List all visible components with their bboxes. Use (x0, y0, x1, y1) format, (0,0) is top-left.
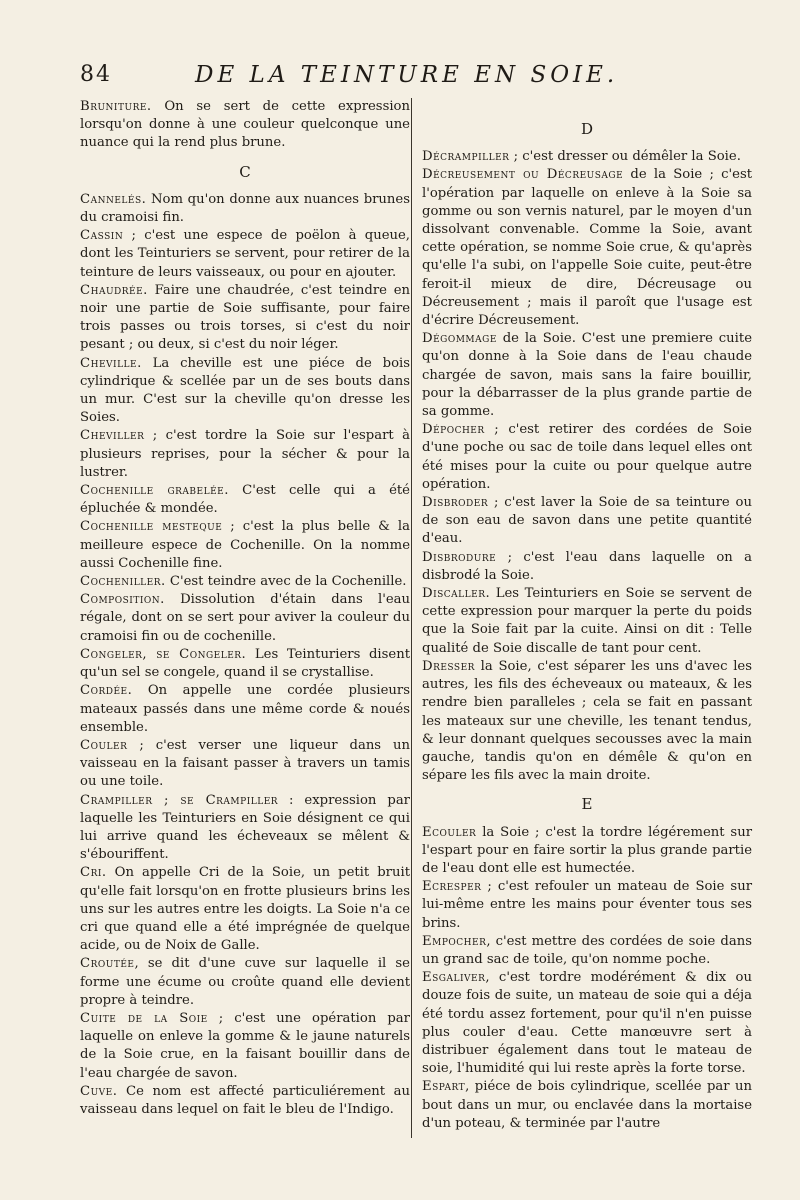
entry-definition: C'est celle qui a été épluchée & mondée. (80, 483, 410, 517)
entry-term: Disbroder (422, 495, 489, 511)
entry-definition: ; c'est une espece de poëlon à queue, dont les Teinturiers se servent, pour retirer de la teinture de leurs vaisseaux, ou pour en ajouter. (80, 228, 410, 280)
glossary-entry (80, 646, 410, 682)
entry-term: Crampiller ; se Crampiller (80, 792, 279, 808)
glossary-entry (422, 824, 752, 879)
entry-definition: Les Teinturiers en Soie se servent de cette expression pour marquer la perte du poids que la Soie fait par la cuite. Ainsi on dit : Telle qualité de Soie discalle de tant pour cent. (422, 586, 752, 656)
page-number: 84 (80, 62, 112, 87)
entry-definition: ; c'est refouler un mateau de Soie sur lui-même entre les mains pour éventer tous ses brins. (422, 879, 752, 931)
entry-definition: ; c'est dresser ou démêler la Soie. (509, 149, 741, 165)
entry-definition: la Soie, c'est séparer les uns d'avec les autres, les fils des écheveaux ou mateaux, & les rendre bien paralleles ; cela se fait en passant les mateaux sur une cheville, les tenant tendus, & leur donnant quelques secousses avec la main gauche, tandis qu'on en démêle & qu'on en sépare les fils avec la main droite. (422, 658, 752, 784)
entry-definition: La cheville est une piéce de bois cylindrique & scellée par un de ses bouts dans un mur. C'est sur la cheville qu'on dresse les Soies. (80, 355, 410, 426)
entry-term: Chaudrée. (80, 282, 148, 298)
entry-term: Cassin (80, 228, 124, 244)
glossary-entry (422, 1078, 752, 1133)
glossary-entry (422, 658, 752, 785)
entry-definition: C'est teindre avec de la Cochenille. (165, 574, 407, 590)
entry-term: Dégommage (422, 331, 497, 347)
right-column (422, 110, 752, 1133)
glossary-entry (80, 682, 410, 737)
entry-definition: Ce nom est affecté particuliérement au vaisseau dans lequel on fait le bleu de l'Indigo. (80, 1083, 410, 1117)
entry-definition: ; c'est retirer des cordées de Soie d'une poche ou sac de toile dans lequel elles ont été mises pour la cuite ou pour quelque autre opération. (422, 422, 752, 492)
glossary-entry (80, 955, 410, 1010)
glossary-entry (80, 282, 410, 355)
left-column (80, 98, 410, 1119)
entry-definition: , piéce de bois cylindrique, scellée par un bout dans un mur, ou enclavée dans la mortaise d'un poteau, & terminée par l'autre (422, 1079, 752, 1131)
glossary-entry (80, 191, 410, 227)
entry-term: Dresser (422, 658, 475, 674)
glossary-entry (80, 792, 410, 865)
entry-definition: Faire une chaudrée, c'est teindre en noir une partie de Soie suffisante, pour faire trois passes ou trois torses, si c'est du noir pesant ; ou deux, si c'est du noir léger. (80, 282, 410, 353)
glossary-entry (422, 549, 752, 585)
glossary-entry (422, 585, 752, 658)
entry-term: Esgaliver (422, 970, 486, 986)
entry-term: Bruniture. (80, 99, 152, 114)
glossary-entry (422, 421, 752, 494)
entry-definition: On se sert de cette expression lorsqu'on donne à une couleur quelconque une nuance qui la rend plus brune. (80, 99, 410, 151)
glossary-entry (80, 591, 410, 646)
glossary-entry (80, 227, 410, 282)
glossary-entry (422, 878, 752, 933)
entry-definition: ; c'est tordre la Soie sur l'espart à plusieurs reprises, pour la sécher & pour la lustrer. (80, 428, 410, 480)
glossary-entry (80, 427, 410, 482)
glossary-entry (80, 98, 410, 153)
entry-term: Composition. (80, 592, 165, 608)
entry-definition: , c'est tordre modérément & dix ou douze fois de suite, un mateau de soie qui a déja été tordu assez fortement, pour qu'il n'en puisse plus couler d'eau. Cette manœuvre sert à distribuer également dans tout le mateau de soie, l'humidité qui lui reste après la forte torse. (422, 970, 752, 1077)
entry-term: Dépocher (422, 422, 485, 438)
entry-definition: On appelle une cordée plusieurs mateaux passés dans une même corde & noués ensemble. (80, 683, 410, 735)
page-header (80, 62, 740, 96)
entry-term: Espart (422, 1079, 466, 1095)
entry-term: Congeler, se Congeler. (80, 646, 247, 662)
entry-definition: , se dit d'une cuve sur laquelle il se forme une écume ou croûte quand elle devient propre à teindre. (80, 956, 410, 1008)
glossary-entry (80, 737, 410, 792)
glossary-entry (80, 573, 410, 591)
entry-term: Cuite de la Soie (80, 1010, 208, 1026)
section-letter: C (239, 162, 251, 181)
entry-definition: On appelle Cri de la Soie, un petit bruit qu'elle fait lorsqu'on en frotte plusieurs brins les uns sur les autres entre les doigts. La Soie n'a ce cri que quand elle a été imprégnée de quelque acide, ou de Noix de Galle. (80, 865, 410, 954)
glossary-entry (422, 166, 752, 330)
column-divider (411, 98, 412, 1138)
entry-definition: ; c'est la plus belle & la meilleure espece de Cochenille. On la nomme aussi Cochenille fine. (80, 519, 410, 571)
entry-term: Disbrodure (422, 549, 497, 565)
entry-term: Décrampiller (422, 149, 510, 165)
entry-definition: Les Teinturiers disent qu'un sel se congele, quand il se crystallise. (80, 646, 410, 681)
entry-term: Cordée. (80, 683, 133, 699)
entry-definition: ; c'est laver la Soie de sa teinture ou de son eau de savon dans une petite quantité d'eau. (422, 495, 752, 547)
running-title: DE LA TEINTURE EN SOIE. (195, 62, 619, 88)
glossary-entry (422, 933, 752, 969)
glossary-entry (422, 148, 752, 166)
entry-term: Empocher (422, 933, 487, 949)
entry-definition: Dissolution d'étain dans l'eau régale, dont on se sert pour aviver la couleur du cramoisi fin ou de cochenille. (80, 592, 410, 644)
entry-definition: de la Soie. C'est une premiere cuite qu'on donne à la Soie dans de l'eau chaude chargée de savon, mais sans la faire bouillir, pour la débarrasser de la plus grande partie de sa gomme. (422, 331, 752, 420)
glossary-entry (422, 494, 752, 549)
entry-definition: , c'est mettre des cordées de soie dans un grand sac de toile, qu'on nomme poche. (422, 933, 752, 967)
entry-definition: de la Soie ; c'est l'opération par laquelle on enleve à la Soie sa gomme ou son vernis naturel, par le moyen d'un dissolvant convenable. Comme la Soie, avant cette opération, se nomme Soie crue, & qu'après qu'elle l'a subi, on l'appelle Soie cuite, peut-être feroit-il mieux de dire, Décreusage ou Décreusement ; mais il paroît que l'usage est d'écrire Décreusement. (422, 167, 753, 329)
entry-term: Ecresper (422, 879, 482, 895)
glossary-entry (422, 969, 752, 1078)
section-letter: E (581, 795, 593, 814)
entry-term: Ecouler (422, 824, 477, 840)
entry-term: Cochenille grabelée. (80, 483, 229, 499)
glossary-entry (80, 1010, 410, 1083)
glossary-entry (80, 482, 410, 518)
entry-term: Cuve. (80, 1083, 118, 1099)
entry-term: Cannelés. (80, 191, 147, 207)
entry-term: Cri. (80, 865, 107, 881)
entry-definition: la Soie ; c'est la tordre légérement sur l'espart pour en faire sortir la plus grande partie de l'eau dont elle est humectée. (422, 824, 752, 876)
entry-definition: : expression par laquelle les Teinturiers en Soie désignent ce qui lui arrive quand les écheveaux se mêlent & s'ébouriffent. (80, 792, 410, 863)
entry-term: Croutée (80, 956, 135, 972)
glossary-entry (80, 518, 410, 573)
entry-term: Cheviller (80, 428, 145, 444)
entry-term: Cheville. (80, 355, 142, 371)
glossary-entry (80, 864, 410, 955)
entry-definition: ; c'est verser une liqueur dans un vaisseau en la faisant passer à travers un tamis ou une toile. (80, 737, 410, 790)
entry-term: Couler (80, 737, 128, 753)
entry-definition: ; c'est l'eau dans laquelle on a disbrodé la Soie. (422, 549, 752, 583)
glossary-entry (422, 330, 752, 421)
glossary-entry (80, 355, 410, 428)
section-letter: D (580, 120, 594, 138)
entry-term: Discaller. (422, 586, 491, 602)
entry-definition: ; c'est une opération par laquelle on enleve la gomme & le jaune naturels de la Soie crue, en la faisant bouillir dans de l'eau chargée de savon. (80, 1010, 410, 1081)
glossary-entry (80, 1083, 410, 1119)
entry-term: Cocheniller. (80, 574, 166, 590)
entry-definition: Nom qu'on donne aux nuances brunes du cramoisi fin. (80, 191, 410, 226)
entry-term: Décreusement ou Décreusage (422, 167, 624, 183)
entry-term: Cochenille mesteque (80, 519, 223, 535)
